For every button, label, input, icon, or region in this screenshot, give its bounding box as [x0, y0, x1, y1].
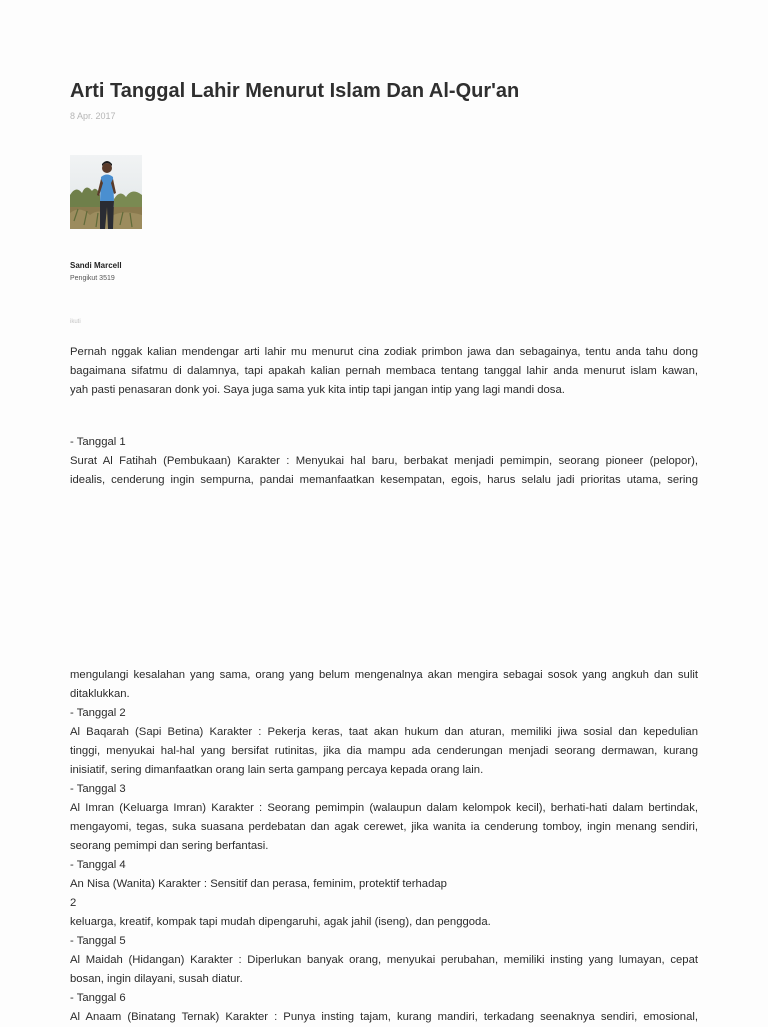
follow-button[interactable]: ikuti [70, 319, 81, 325]
text-line: Surat Al Fatihah (Pembukaan) Karakter : Menyukai hal baru, berbakat menjadi pemimpin, seorang pioneer (pelopor), [70, 455, 698, 467]
text-line: - Tanggal 1 [70, 436, 126, 448]
content-block-bottom [70, 666, 698, 1027]
text-line: mengulangi kesalahan yang sama, orang yang belum mengenalnya akan mengira sebagai sosok yang angkuh dan sulit [70, 669, 698, 681]
article-date: 8 Apr. 2017 [70, 111, 116, 121]
text-line: - Tanggal 5 [70, 935, 126, 947]
text-line: - Tanggal 4 [70, 859, 126, 871]
text-line: Pernah nggak kalian mendengar arti lahir mu menurut cina zodiak primbon jawa dan sebagainya, tentu anda tahu dong [70, 346, 698, 358]
text-line: Al Maidah (Hidangan) Karakter : Diperlukan banyak orang, menyukai perubahan, memiliki insting yang lumayan, cepat [70, 954, 698, 966]
text-line: inisiatif, sering dimanfaatkan orang lain serta gampang percaya kepada orang lain. [70, 764, 484, 776]
text-line: - Tanggal 3 [70, 783, 126, 795]
text-line: An Nisa (Wanita) Karakter : Sensitif dan perasa, feminim, protektif terhadap [70, 878, 447, 890]
text-line: - Tanggal 2 [70, 707, 126, 719]
article-title: Arti Tanggal Lahir Menurut Islam Dan Al-Qur'an [70, 80, 520, 102]
text-line: Al Anaam (Binatang Ternak) Karakter : Punya insting tajam, kurang mandiri, terkadang seenaknya sendiri, emosional, [70, 1011, 698, 1023]
text-line: bosan, ingin dilayani, susah diatur. [70, 973, 243, 985]
intro-paragraph [70, 343, 698, 400]
text-line: idealis, cenderung ingin sempurna, pandai memanfaatkan kesempatan, egois, harus selalu jadi prioritas utama, sering [70, 474, 698, 486]
author-followers: Pengikut 3519 [70, 275, 115, 282]
text-line: seorang pemimpi dan sering berfantasi. [70, 840, 269, 852]
text-line: keluarga, kreatif, kompak tapi mudah dipengaruhi, agak jahil (iseng), dan penggoda. [70, 916, 491, 928]
text-line: bagaimana sifatmu di dalamnya, tapi apakah kalian pernah membaca tentang tanggal lahir anda menurut islam kawan, [70, 365, 698, 377]
author-name[interactable]: Sandi Marcell [70, 261, 122, 270]
page-number: 2 [70, 897, 77, 909]
text-line: tinggi, menyukai hal-hal yang bersifat rutinitas, jika dia mampu ada cenderungan menjadi seorang dermawan, kurang [70, 745, 698, 757]
text-line: mengayomi, tegas, suka suasana perdebatan dan agak cerewet, jika wanita ia cenderung tomboy, ingin menang sendiri, [70, 821, 698, 833]
content-block-top [70, 433, 698, 490]
text-line: Al Imran (Keluarga Imran) Karakter : Seorang pemimpin (walaupun dalam kelompok kecil), berhati-hati dalam bertindak, [70, 802, 698, 814]
text-line: - Tanggal 6 [70, 992, 126, 1004]
author-avatar[interactable] [70, 155, 142, 229]
text-line: ditaklukkan. [70, 688, 130, 700]
text-line: yah pasti penasaran donk yoi. Saya juga sama yuk kita intip tapi jangan intip yang lagi mandi dosa. [70, 384, 565, 396]
text-line: Al Baqarah (Sapi Betina) Karakter : Pekerja keras, taat akan hukum dan aturan, memiliki jiwa sosial dan kepedulian [70, 726, 698, 738]
